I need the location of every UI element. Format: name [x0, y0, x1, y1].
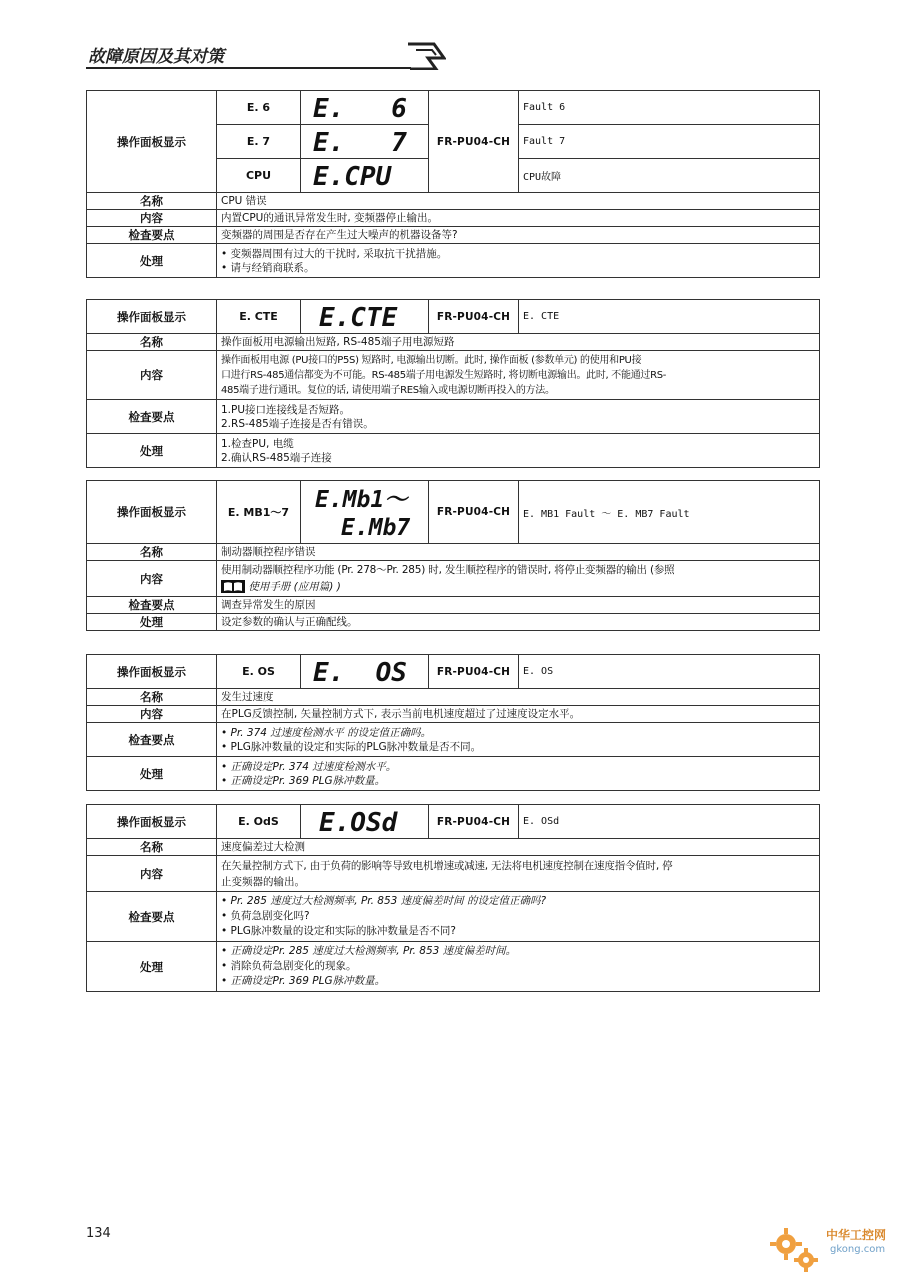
lcd-display	[301, 125, 429, 159]
text-line: 设定参数的确认与正确配线。	[221, 616, 358, 628]
text-line: 在矢量控制方式下, 由于负荷的影响等导致电机增速或减速, 无法将电机速度控制在速度指令值时, 停	[221, 859, 673, 872]
error-code: E. OdS	[217, 805, 301, 839]
lcd-text: E. OS	[313, 657, 407, 687]
lcd-text: E.OSd	[319, 807, 398, 837]
row-text	[217, 723, 820, 757]
page-header	[86, 40, 446, 70]
row-label-check: 检查要点	[87, 892, 217, 942]
row-label-action: 处理	[87, 942, 217, 992]
row-label-action: 处理	[87, 614, 217, 631]
row-text	[217, 597, 820, 614]
row-text	[217, 561, 820, 597]
lcd-text: E.Mb7	[341, 515, 411, 541]
text-line: 操作面板用电源 (PU接口的P5S) 短路时, 电源输出切断。此时, 操作面板 (参数单元) 的使用和PU接	[221, 354, 642, 366]
text-line: • 消除负荷急剧变化的现象。	[221, 960, 357, 972]
row-label-check: 检查要点	[87, 400, 217, 434]
text-line: • PLG脉冲数量的设定和实际的PLG脉冲数量是否不同。	[221, 740, 482, 753]
text-line: 制动器顺控程序错误	[221, 546, 316, 558]
error-code: E. OS	[217, 655, 301, 689]
pu-model-label: FR-PU04-CH	[429, 805, 519, 839]
page-title: 故障原因及其对策	[88, 47, 224, 67]
row-text	[217, 244, 820, 278]
row-label-check: 检查要点	[87, 227, 217, 244]
row-label-action: 处理	[87, 434, 217, 468]
text-line: 2.确认RS-485端子连接	[221, 451, 332, 464]
pu-message: Fault 6	[519, 91, 820, 125]
header-rule	[86, 67, 411, 69]
lcd-text: E.Mb1～	[315, 487, 408, 513]
row-label-content: 内容	[87, 856, 217, 892]
text-line: 发生过速度	[221, 691, 274, 703]
text-line: 操作面板用电源输出短路, RS-485端子用电源短路	[221, 336, 455, 348]
row-label-content: 内容	[87, 210, 217, 227]
pu-message: CPU故障	[519, 159, 820, 193]
row-text	[217, 544, 820, 561]
error-code: E. 7	[217, 125, 301, 159]
row-label-action: 处理	[87, 757, 217, 791]
fault-table-mb	[86, 480, 820, 631]
row-label-content: 内容	[87, 706, 217, 723]
row-text	[217, 351, 820, 400]
text-line: 止变频器的输出。	[221, 875, 305, 888]
brand-logo-icon	[406, 42, 446, 70]
lcd-text: E. 7	[313, 127, 407, 157]
row-label-content: 内容	[87, 561, 217, 597]
lcd-emb	[305, 483, 427, 541]
text-line: 2.RS-485端子连接是否有错误。	[221, 417, 374, 430]
panel-display-label: 操作面板显示	[87, 481, 217, 544]
text-line: • 请与经销商联系。	[221, 261, 315, 274]
text-line: 变频器的周围是否存在产生过大噪声的机器设备等?	[221, 229, 458, 241]
lcd-display	[301, 300, 429, 334]
fault-table-cte	[86, 299, 820, 468]
lcd-e6	[305, 93, 425, 123]
text-line: 485端子进行通讯。复位的话, 请使用端子RES输入或电源切断再投入的方法。	[221, 384, 555, 396]
lcd-text: E.CPU	[313, 161, 392, 191]
row-label-name: 名称	[87, 544, 217, 561]
pu-message: E. CTE	[519, 300, 820, 334]
row-text	[217, 210, 820, 227]
row-text	[217, 892, 820, 942]
error-code: E. CTE	[217, 300, 301, 334]
panel-display-label: 操作面板显示	[87, 655, 217, 689]
lcd-ecpu	[305, 161, 425, 191]
row-text	[217, 193, 820, 210]
pu-model-label: FR-PU04-CH	[429, 91, 519, 193]
text-line-with-icon	[221, 579, 815, 596]
watermark-text: 中华工控网	[826, 1228, 887, 1242]
text-line: • Pr. 374 过速度检测水平 的设定值正确吗。	[221, 726, 432, 739]
pu-message: E. OS	[519, 655, 820, 689]
row-text	[217, 839, 820, 856]
manual-reference: 使用手册 (应用篇) )	[248, 580, 341, 593]
row-label-name: 名称	[87, 689, 217, 706]
lcd-display	[301, 655, 429, 689]
row-text	[217, 942, 820, 992]
fault-table-os	[86, 654, 820, 791]
row-text	[217, 227, 820, 244]
row-label-content: 内容	[87, 351, 217, 400]
error-code: CPU	[217, 159, 301, 193]
pu-model-label: FR-PU04-CH	[429, 481, 519, 544]
text-line: • 正确设定Pr. 369 PLG脉冲数量。	[221, 774, 386, 787]
row-label-name: 名称	[87, 193, 217, 210]
text-line: • PLG脉冲数量的设定和实际的脉冲数量是否不同?	[221, 925, 456, 937]
text-line: 速度偏差过大检测	[221, 841, 305, 853]
text-line: 在PLG反馈控制, 矢量控制方式下, 表示当前电机速度超过了过速度设定水平。	[221, 708, 581, 720]
text-line: • 负荷急剧变化吗?	[221, 910, 310, 922]
page-number: 134	[86, 1226, 111, 1241]
lcd-eosd	[305, 807, 425, 837]
error-code: E. MB1～7	[217, 481, 301, 544]
row-text	[217, 757, 820, 791]
pu-model-label: FR-PU04-CH	[429, 655, 519, 689]
row-text	[217, 689, 820, 706]
text-line: • 变频器周围有过大的干扰时, 采取抗干扰措施。	[221, 247, 448, 260]
pu-model-label: FR-PU04-CH	[429, 300, 519, 334]
row-label-action: 处理	[87, 244, 217, 278]
text-line: 内置CPU的通讯异常发生时, 变频器停止输出。	[221, 212, 439, 224]
lcd-text: E.CTE	[319, 302, 398, 332]
lcd-display	[301, 481, 429, 544]
text-line: • 正确设定Pr. 369 PLG脉冲数量。	[221, 975, 386, 987]
text-line: 口进行RS-485通信都变为不可能。RS-485端子用电源发生短路时, 将切断电源输出。此时, 不能通过RS-	[221, 369, 667, 381]
manual-book-icon	[221, 580, 245, 593]
lcd-e7	[305, 127, 425, 157]
lcd-display	[301, 91, 429, 125]
panel-display-label: 操作面板显示	[87, 91, 217, 193]
pu-message: E. MB1 Fault ～ E. MB7 Fault	[519, 481, 820, 544]
error-code: E. 6	[217, 91, 301, 125]
pu-message: E. OSd	[519, 805, 820, 839]
row-label-name: 名称	[87, 334, 217, 351]
panel-display-label: 操作面板显示	[87, 805, 217, 839]
row-text	[217, 706, 820, 723]
text-line: 使用制动器顺控程序功能 (Pr. 278～Pr. 285) 时, 发生顺控程序的错误时, 将停止变频器的输出 (参照	[221, 563, 675, 576]
fault-table-cpu	[86, 90, 820, 278]
row-label-check: 检查要点	[87, 723, 217, 757]
fault-table-ods	[86, 804, 820, 992]
lcd-display	[301, 805, 429, 839]
lcd-text: E. 6	[313, 93, 407, 123]
lcd-eos	[305, 657, 425, 687]
text-line: 调查异常发生的原因	[221, 599, 316, 611]
text-line: • 正确设定Pr. 285 速度过大检测频率, Pr. 853 速度偏差时间。	[221, 945, 517, 957]
lcd-display	[301, 159, 429, 193]
panel-display-label: 操作面板显示	[87, 300, 217, 334]
lcd-ecte	[305, 302, 425, 332]
watermark-url: gkong.com	[830, 1244, 886, 1255]
watermark	[768, 1222, 898, 1276]
gear-icon	[768, 1222, 824, 1276]
row-text	[217, 400, 820, 434]
text-line: 1.PU接口连接线是否短路。	[221, 403, 351, 416]
text-line: 1.检查PU, 电缆	[221, 437, 294, 450]
row-text	[217, 434, 820, 468]
row-text	[217, 334, 820, 351]
row-text	[217, 856, 820, 892]
row-label-check: 检查要点	[87, 597, 217, 614]
text-line: • 正确设定Pr. 374 过速度检测水平。	[221, 760, 397, 773]
row-label-name: 名称	[87, 839, 217, 856]
text-line: • Pr. 285 速度过大检测频率, Pr. 853 速度偏差时间 的设定值正确吗?	[221, 895, 547, 907]
row-text	[217, 614, 820, 631]
pu-message: Fault 7	[519, 125, 820, 159]
text-line: CPU 错误	[221, 195, 267, 207]
